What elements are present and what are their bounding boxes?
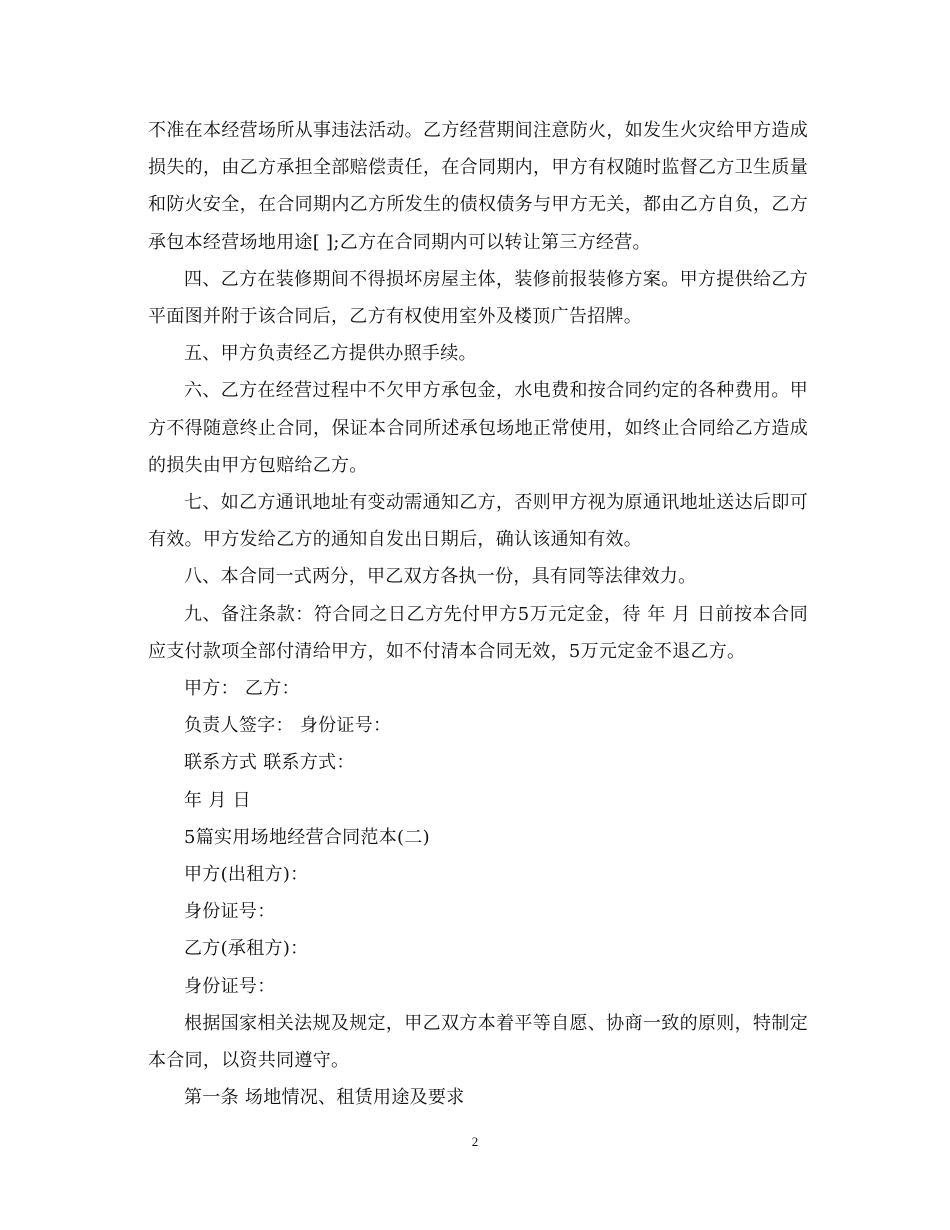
clause-6: 六、乙方在经营过程中不欠甲方承包金，水电费和按合同约定的各种费用。甲方不得随意终止合同，保证本合同所述承包场地正常使用，如终止合同给乙方造成的损失由甲方包赔给乙方。 <box>148 380 808 476</box>
lessee-id-line: 身份证号： <box>184 975 276 997</box>
article-1-heading: 第一条 场地情况、租赁用途及要求 <box>184 1087 465 1109</box>
section-title: 5篇实用场地经营合同范本(二) <box>184 826 430 848</box>
page-number: 2 <box>471 1134 479 1149</box>
clause-9: 九、备注条款：符合同之日乙方先付甲方5万元定金，待 年 月 日前按本合同应支付款项全部付清给甲方，如不付清本合同无效，5万元定金不退乙方。 <box>148 603 808 662</box>
clause-4: 四、乙方在装修期间不得损坏房屋主体，装修前报装修方案。甲方提供给乙方平面图并附于该合同后，乙方有权使用室外及楼顶广告招牌。 <box>148 268 808 328</box>
lessee-line: 乙方(承租方)： <box>184 938 309 960</box>
clause-5: 五、甲方负责经乙方提供办照手续。 <box>184 343 477 365</box>
party-signature-line: 甲方： 乙方： <box>184 678 300 700</box>
clause-8: 八、本合同一式两分，甲乙双方各执一份，具有同等法律效力。 <box>184 566 697 588</box>
responsible-person-line: 负责人签字： 身份证号： <box>184 715 392 737</box>
document-body <box>148 112 808 1116</box>
preamble: 根据国家相关法规及规定，甲乙双方本着平等自愿、协商一致的原则，特制定本合同，以资共同遵守。 <box>148 1012 808 1072</box>
lessor-id-line: 身份证号： <box>184 901 276 923</box>
paragraph-continuation: 不准在本经营场所从事违法活动。乙方经营期间注意防火，如发生火灾给甲方造成损失的，由乙方承担全部赔偿责任，在合同期内，甲方有权随时监督乙方卫生质量和防火安全，在合同期内乙方所发生的债权债务与甲方无关，都由乙方自负，乙方承包本经营场地用途[ ];乙方在合同期内可以转让第三方经营。 <box>148 120 808 253</box>
lessor-line: 甲方(出租方)： <box>184 864 309 886</box>
clause-7: 七、如乙方通讯地址有变动需通知乙方，否则甲方视为原通讯地址送达后即可有效。甲方发给乙方的通知自发出日期后，确认该通知有效。 <box>148 492 808 551</box>
date-line: 年 月 日 <box>184 789 251 811</box>
contact-line: 联系方式 联系方式： <box>184 752 355 774</box>
